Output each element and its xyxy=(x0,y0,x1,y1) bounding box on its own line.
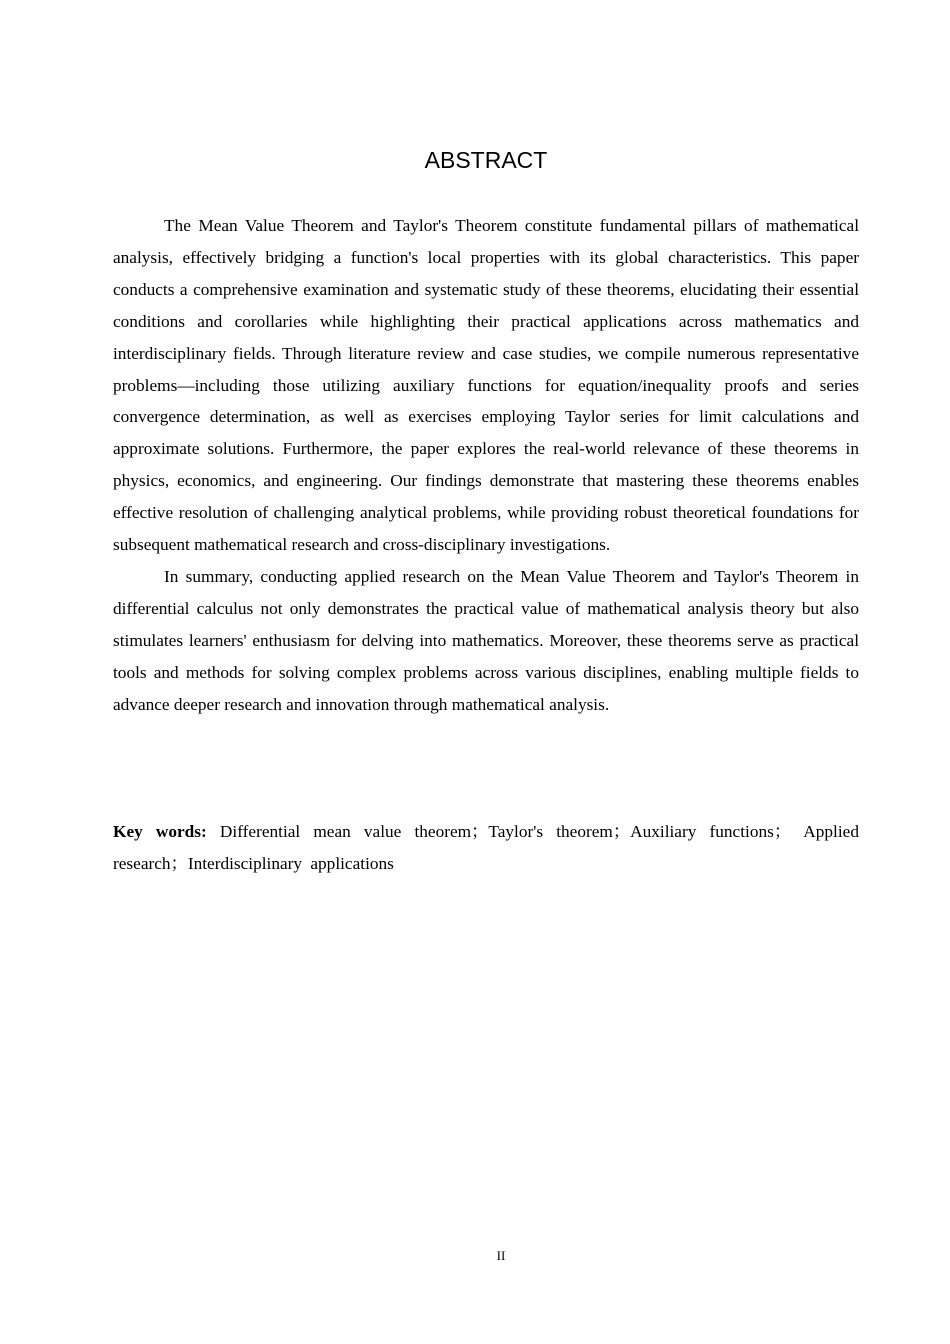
keyword-item: Interdisciplinary applications xyxy=(187,853,394,873)
keyword-item: Auxiliary functions； xyxy=(630,822,792,841)
abstract-paragraph-2: In summary, conducting applied research on the Mean Value Theorem and Taylor's Theorem in differential calculus not only demonstrates the practical value of mathematical analysis theory but also stimulates learners' enthusiasm for delving into mathematics. Moreover, these theorems serve as practical tools and methods for solving complex problems across various disciplines, enabling multiple fields to advance deeper research and innovation through mathematical analysis. xyxy=(113,566,859,714)
abstract-body xyxy=(113,210,859,721)
keyword-item: Applied research； xyxy=(113,822,859,873)
keyword-item: Differential mean value theorem； xyxy=(219,822,489,841)
keywords-section xyxy=(113,816,859,880)
abstract-title: ABSTRACT xyxy=(424,147,548,173)
keyword-item: Taylor's theorem； xyxy=(488,822,631,841)
abstract-paragraph-1: The Mean Value Theorem and Taylor's Theorem constitute fundamental pillars of mathematical analysis, effectively bridging a function's local properties with its global characteristics. This paper conducts a comprehensive examination and systematic study of these theorems, elucidating their essential conditions and corollaries while highlighting their practical applications across mathematics and interdisciplinary fields. Through literature review and case studies, we compile numerous representative problems—including those utilizing auxiliary functions for equation/inequality proofs and series convergence determination, as well as exercises employing Taylor series for limit calculations and approximate solutions. Furthermore, the paper explores the real-world relevance of these theorems in physics, economics, and engineering. Our findings demonstrate that mastering these theorems enables effective resolution of challenging analytical problems, while providing robust theoretical foundations for subsequent mathematical research and cross-disciplinary investigations. xyxy=(113,216,859,555)
page-number: II xyxy=(496,1248,506,1263)
keywords-label: Key words: xyxy=(113,822,207,841)
